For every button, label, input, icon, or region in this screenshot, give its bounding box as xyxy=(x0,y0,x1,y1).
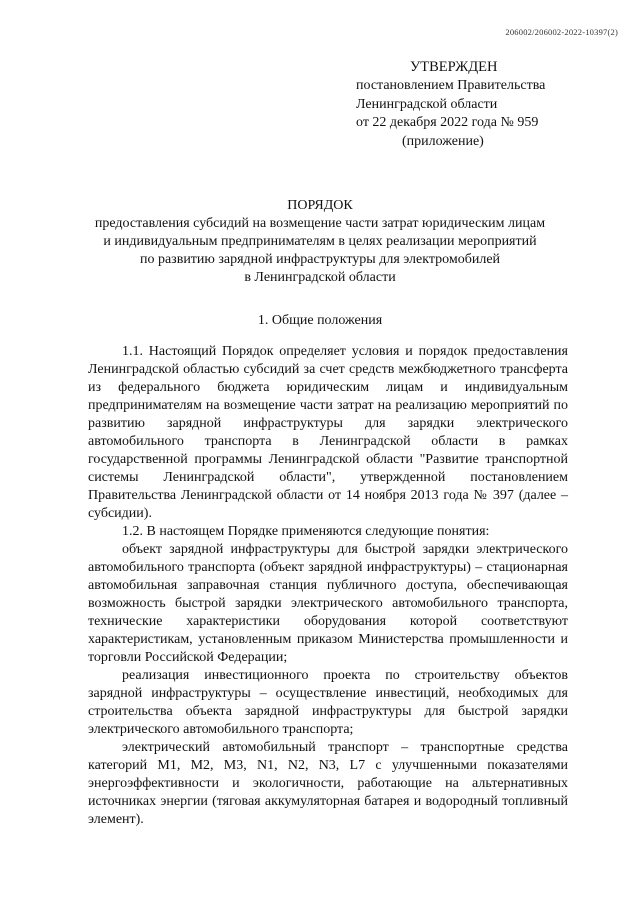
approval-note: (приложение) xyxy=(402,134,484,150)
title-line: по развитию зарядной инфраструктуры для электромобилей xyxy=(139,252,501,267)
paragraph-1-2: 1.2. В настоящем Порядке применяются следующие понятия: xyxy=(122,524,490,539)
title-line: в Ленинградской области xyxy=(244,270,396,285)
approval-stamp xyxy=(356,58,626,152)
definition-electric-transport: электрический автомобильный транспорт – транспортные средства категорий М1, М2, М3, N1, N2, N3, L7 с улучшенными показателями энергоэффективности и экологичности, работающие на альтернативных источниках энергии (тяговая аккумуляторная батарея и водородный топливный элемент). xyxy=(88,740,568,827)
document-registration-number: 206002/206002-2022-10397(2) xyxy=(505,27,618,37)
approval-date: от 22 декабря 2022 года № 959 xyxy=(356,115,539,131)
definition-investment-project: реализация инвестиционного проекта по строительству объектов зарядной инфраструктуры – осуществление инвестиций, необходимых для строительства объекта зарядной инфраструктуры для быстрой зарядки электрического автомобильного транспорта; xyxy=(88,668,568,737)
paragraph-1-1: 1.1. Настоящий Порядок определяет условия и порядок предоставления Ленинградской областью субсидий за счет средств межбюджетного трансферта из федерального бюджета юридическим лицам и индивидуальным предпринимателям на возмещение части затрат на реализацию мероприятий по развитию зарядной инфраструктуры для зарядки электрического автомобильного транспорта в Ленинградской области в рамках государственной программы Ленинградской области "Развитие транспортной системы Ленинградской области", утвержденной постановлением Правительства Ленинградской области от 14 ноября 2013 года № 397 (далее – субсидии). xyxy=(88,344,568,521)
approval-line: Ленинградской области xyxy=(356,96,498,112)
document-title xyxy=(60,197,580,287)
approval-heading: УТВЕРЖДЕН xyxy=(410,59,498,75)
section-body xyxy=(88,343,568,829)
section-heading: 1. Общие положения xyxy=(257,313,383,328)
title-line: и индивидуальным предпринимателям в целях реализации мероприятий xyxy=(103,234,537,249)
title-line: предоставления субсидий на возмещение части затрат юридическим лицам xyxy=(94,216,546,231)
definition-charging-object: объект зарядной инфраструктуры для быстрой зарядки электрического автомобильного транспорта (объект зарядной инфраструктуры) – стационарная автомобильная заправочная станция публичного доступа, обеспечивающая возможность быстрой зарядки электрического автомобильного транспорта, технические характеристики оборудования которой соответствуют характеристикам, установленным приказом Министерства промышленности и торговли Российской Федерации; xyxy=(88,542,568,665)
approval-line: постановлением Правительства xyxy=(356,77,546,93)
title-main: ПОРЯДОК xyxy=(287,198,353,213)
